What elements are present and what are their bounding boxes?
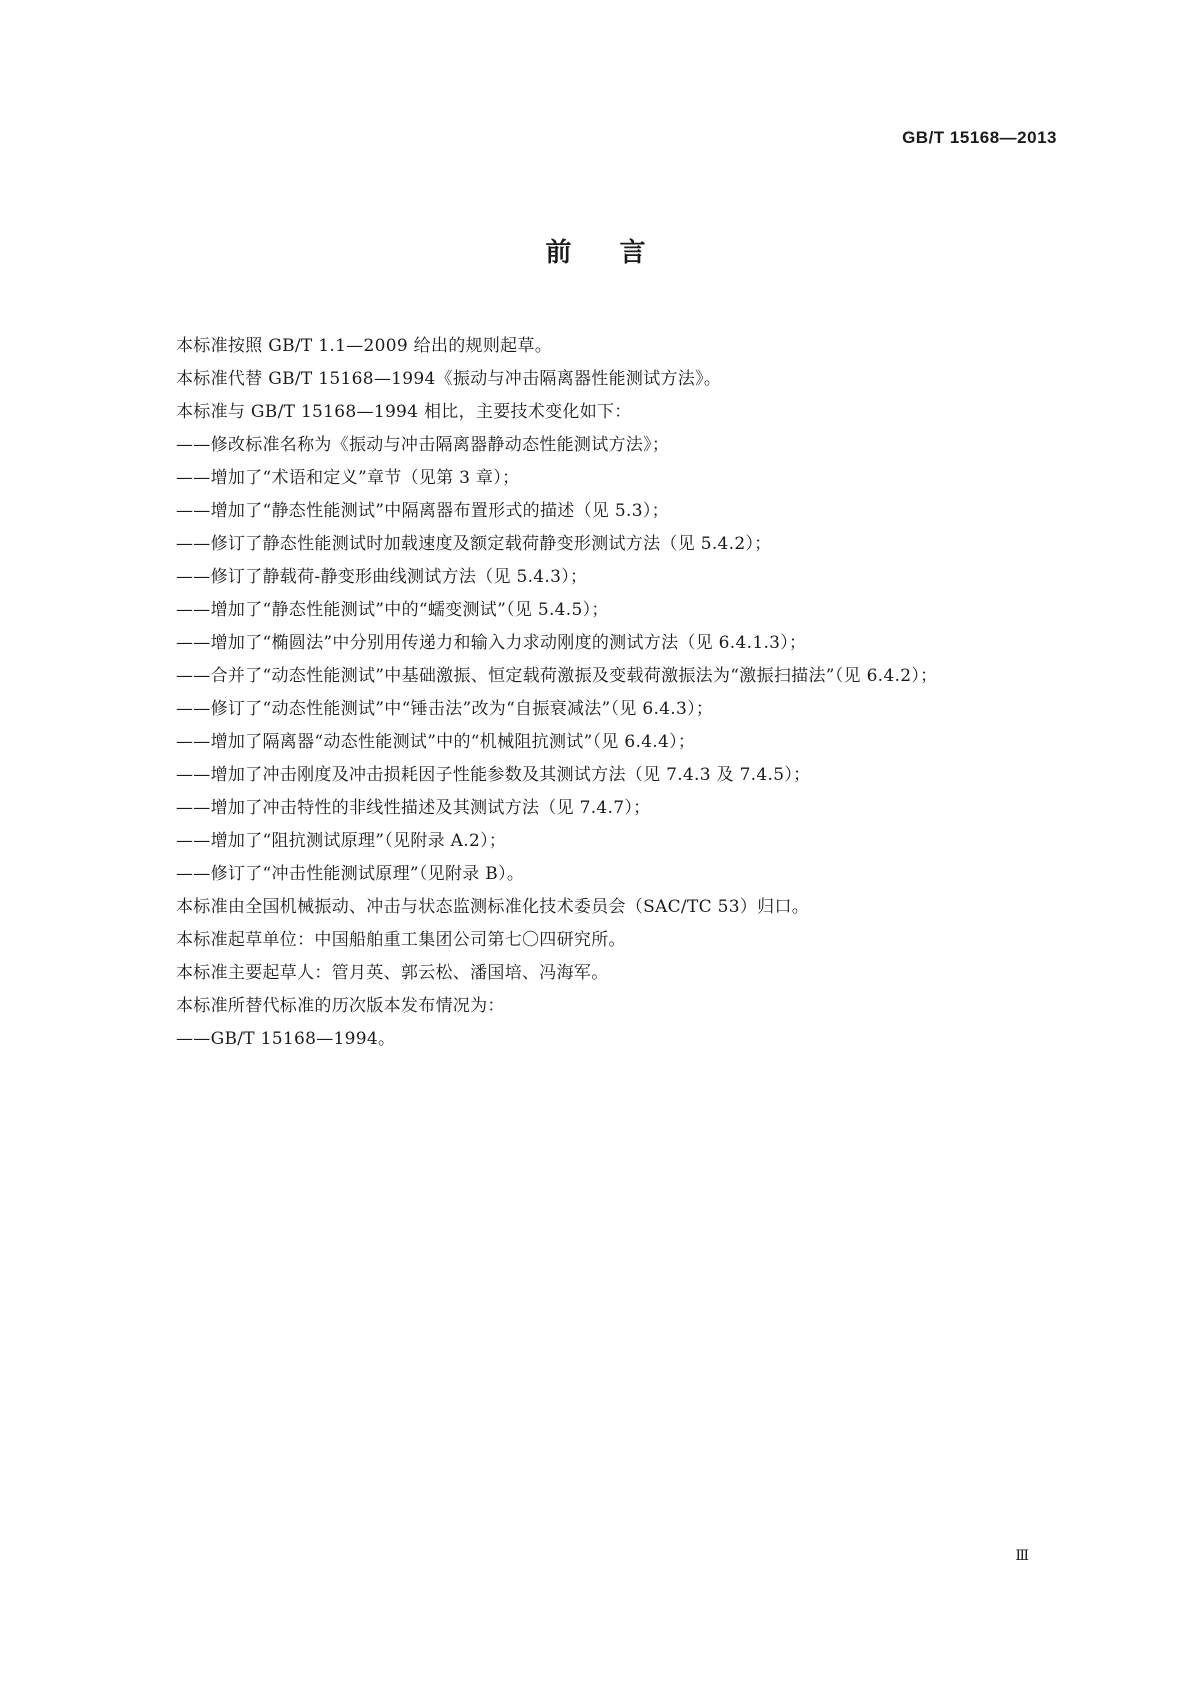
change-list-item: ——修订了“动态性能测试”中“锤击法”改为“自振衰减法”（见 6.4.3）； (176, 699, 714, 719)
page-number: Ⅲ (1015, 1548, 1029, 1564)
change-list-item: ——修订了“冲击性能测试原理”（见附录 B）。 (176, 864, 525, 884)
change-list-item: ——增加了“阻抗测试原理”（见附录 A.2）； (176, 831, 507, 851)
change-list-item: ——合并了“动态性能测试”中基础激振、恒定载荷激振及变载荷激振法为“激振扫描法”（见 6.4.2）； (176, 666, 938, 686)
preface-line: 本标准由全国机械振动、冲击与状态监测标准化技术委员会（SAC/TC 53）归口。 (176, 897, 810, 917)
change-list-item: ——修订了静载荷-静变形曲线测试方法（见 5.4.3）； (176, 567, 588, 587)
preface-line: 本标准主要起草人：管月英、郭云松、潘国培、冯海军。 (176, 963, 609, 983)
standard-number-header: GB/T 15168—2013 (902, 128, 1057, 147)
change-list-item: ——增加了冲击特性的非线性描述及其测试方法（见 7.4.7）； (176, 798, 651, 818)
change-list-item: ——增加了隔离器“动态性能测试”中的“机械阻抗测试”（见 6.4.4）； (176, 732, 696, 752)
change-list-item: ——增加了“静态性能测试”中隔离器布置形式的描述（见 5.3）； (176, 501, 669, 521)
change-list-item: ——增加了“椭圆法”中分别用传递力和输入力求动刚度的测试方法（见 6.4.1.3）； (176, 633, 807, 653)
page-title: 前言 (545, 238, 694, 268)
replaced-edition-item: ——GB/T 15168—1994。 (176, 1029, 396, 1049)
preface-line: 本标准起草单位：中国船舶重工集团公司第七〇四研究所。 (176, 930, 626, 950)
preface-line: 本标准按照 GB/T 1.1—2009 给出的规则起草。 (176, 336, 553, 356)
change-list-item: ——修订了静态性能测试时加载速度及额定载荷静变形测试方法（见 5.4.2）； (176, 534, 772, 554)
change-list-item: ——增加了“静态性能测试”中的“蠕变测试”（见 5.4.5）； (176, 600, 609, 620)
preface-line: 本标准与 GB/T 15168—1994 相比，主要技术变化如下： (176, 402, 632, 422)
change-list-item: ——修改标准名称为《振动与冲击隔离器静动态性能测试方法》； (176, 435, 670, 455)
change-list-item: ——增加了“术语和定义”章节（见第 3 章）； (176, 468, 520, 488)
change-list-item: ——增加了冲击刚度及冲击损耗因子性能参数及其测试方法（见 7.4.3 及 7.4.5）； (176, 765, 811, 785)
preface-line: 本标准所替代标准的历次版本发布情况为： (176, 996, 505, 1016)
preface-line: 本标准代替 GB/T 15168—1994《振动与冲击隔离器性能测试方法》。 (176, 369, 722, 389)
preface-body (176, 330, 1076, 1056)
